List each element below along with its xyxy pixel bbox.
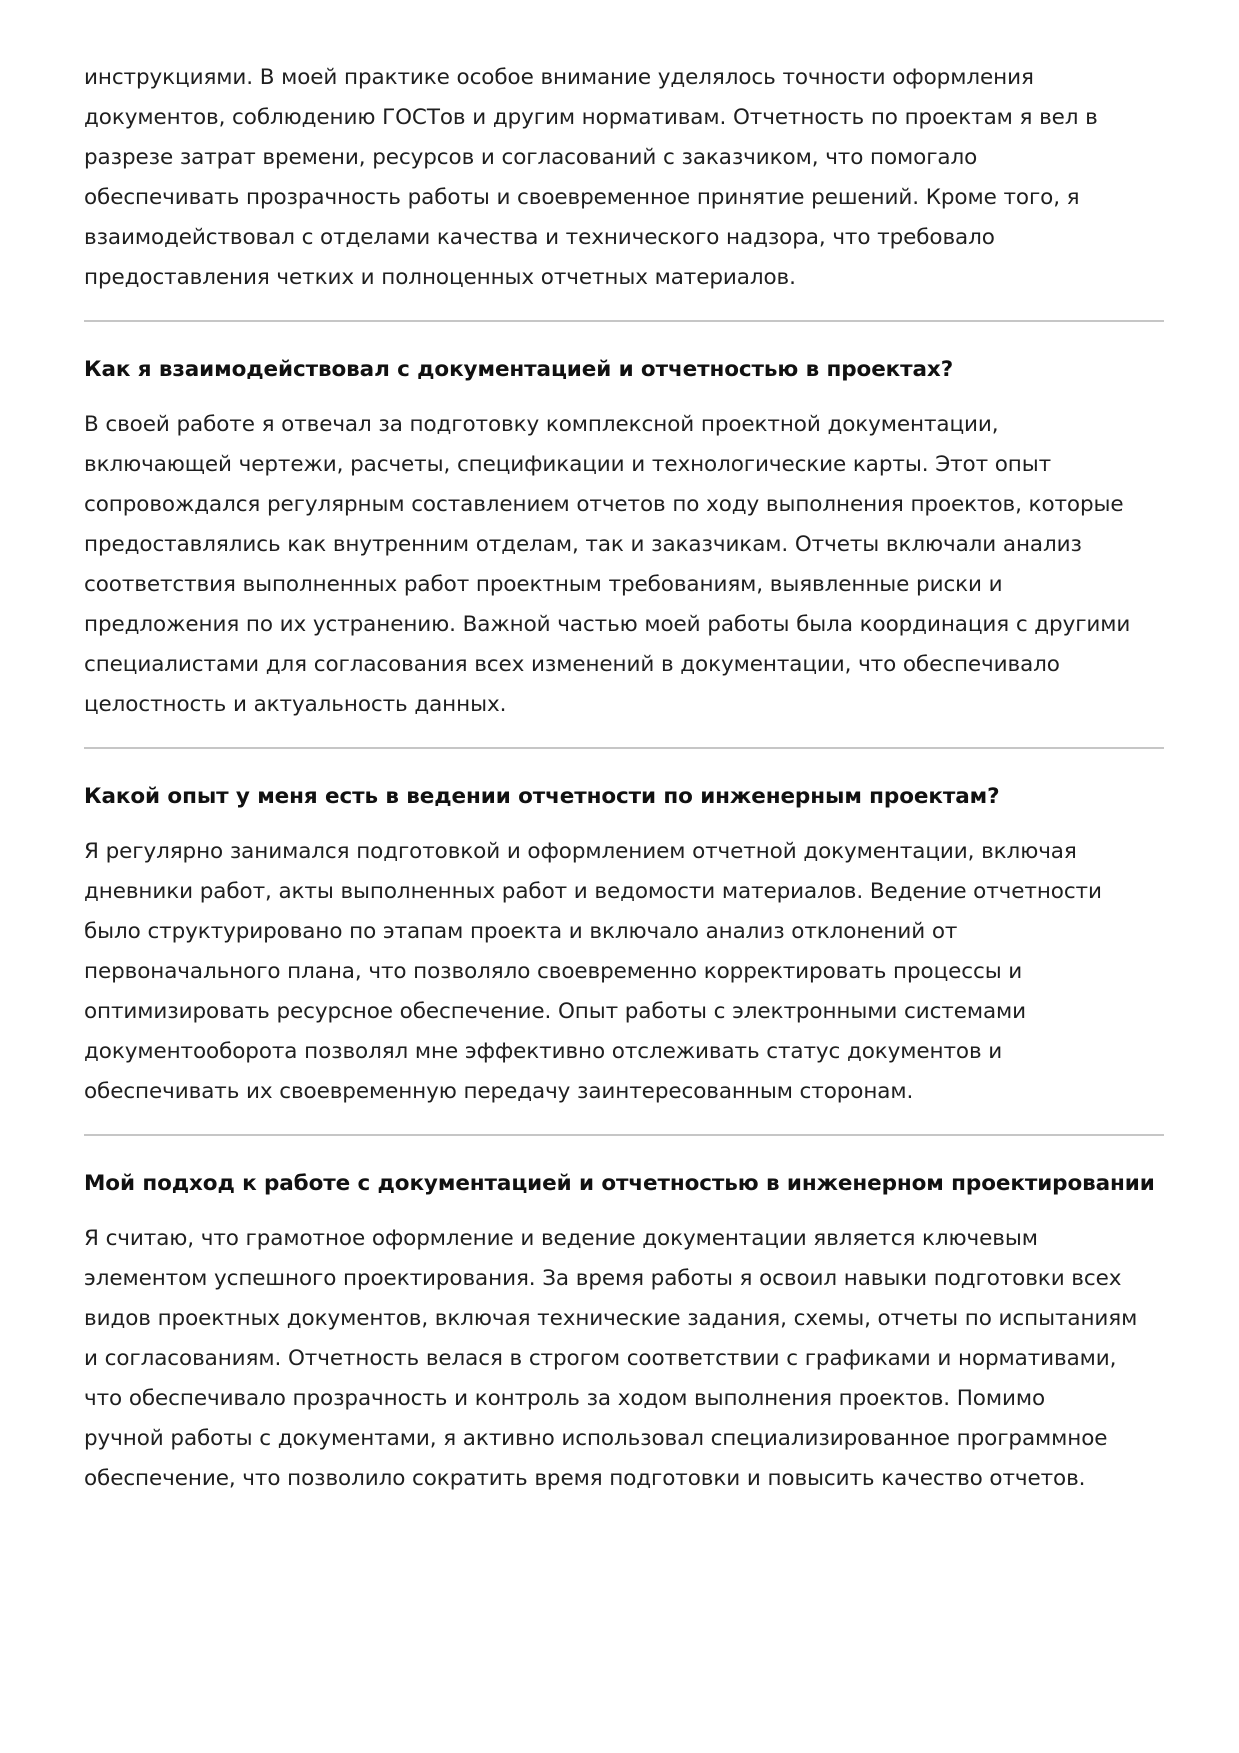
paragraph-line: элементом успешного проектирования. За время работы я освоил навыки подготовки всех xyxy=(84,1266,1122,1291)
section-divider xyxy=(84,747,1164,749)
paragraph-line: включающей чертежи, расчеты, спецификации и технологические карты. Этот опыт xyxy=(84,452,1052,477)
section-paragraph xyxy=(84,832,1164,1112)
paragraph-line: инструкциями. В моей практике особое внимание уделялось точности оформления xyxy=(84,65,1034,90)
paragraph-line: специалистами для согласования всех изменений в документации, что обеспечивало xyxy=(84,652,1060,677)
paragraph-line: предоставлялись как внутренним отделам, так и заказчикам. Отчеты включали анализ xyxy=(84,532,1082,557)
paragraph-line: документооборота позволял мне эффективно отслеживать статус документов и xyxy=(84,1039,1003,1064)
paragraph-line: обеспечивать их своевременную передачу заинтересованным сторонам. xyxy=(84,1079,914,1104)
section-divider xyxy=(84,320,1164,322)
intro-paragraph xyxy=(84,58,1164,298)
paragraph-line: предложения по их устранению. Важной частью моей работы была координация с другими xyxy=(84,612,1131,637)
paragraph-line: дневники работ, акты выполненных работ и ведомости материалов. Ведение отчетности xyxy=(84,879,1102,904)
section-heading: Какой опыт у меня есть в ведении отчетности по инженерным проектам? xyxy=(84,784,1000,809)
paragraph-line: обеспечивать прозрачность работы и своевременное принятие решений. Кроме того, я xyxy=(84,185,1080,210)
paragraph-line: целостность и актуальность данных. xyxy=(84,692,507,717)
document-page xyxy=(84,58,1164,1499)
paragraph-line: предоставления четких и полноценных отчетных материалов. xyxy=(84,265,796,290)
section-paragraph xyxy=(84,405,1164,725)
section-heading: Мой подход к работе с документацией и отчетностью в инженерном проектировании xyxy=(84,1171,1155,1196)
paragraph-line: и согласованиям. Отчетность велася в строгом соответствии с графиками и нормативами, xyxy=(84,1346,1117,1371)
paragraph-line: взаимодействовал с отделами качества и технического надзора, что требовало xyxy=(84,225,995,250)
paragraph-line: было структурировано по этапам проекта и включало анализ отклонений от xyxy=(84,919,958,944)
paragraph-line: сопровождался регулярным составлением отчетов по ходу выполнения проектов, которые xyxy=(84,492,1124,517)
paragraph-line: первоначального плана, что позволяло своевременно корректировать процессы и xyxy=(84,959,1023,984)
paragraph-line: ручной работы с документами, я активно использовал специализированное программное xyxy=(84,1426,1108,1451)
paragraph-line: видов проектных документов, включая технические задания, схемы, отчеты по испытаниям xyxy=(84,1306,1138,1331)
paragraph-line: документов, соблюдению ГОСТов и другим нормативам. Отчетность по проектам я вел в xyxy=(84,105,1098,130)
paragraph-line: Я считаю, что грамотное оформление и ведение документации является ключевым xyxy=(84,1226,1038,1251)
section-paragraph xyxy=(84,1219,1164,1499)
paragraph-line: Я регулярно занимался подготовкой и оформлением отчетной документации, включая xyxy=(84,839,1077,864)
paragraph-line: что обеспечивало прозрачность и контроль за ходом выполнения проектов. Помимо xyxy=(84,1386,1046,1411)
paragraph-line: разрезе затрат времени, ресурсов и согласований с заказчиком, что помогало xyxy=(84,145,978,170)
section-divider xyxy=(84,1134,1164,1136)
section-heading: Как я взаимодействовал с документацией и отчетностью в проектах? xyxy=(84,357,954,382)
paragraph-line: В своей работе я отвечал за подготовку комплексной проектной документации, xyxy=(84,412,999,437)
paragraph-line: оптимизировать ресурсное обеспечение. Опыт работы с электронными системами xyxy=(84,999,1027,1024)
paragraph-line: соответствия выполненных работ проектным требованиям, выявленные риски и xyxy=(84,572,1003,597)
paragraph-line: обеспечение, что позволило сократить время подготовки и повысить качество отчетов. xyxy=(84,1466,1086,1491)
